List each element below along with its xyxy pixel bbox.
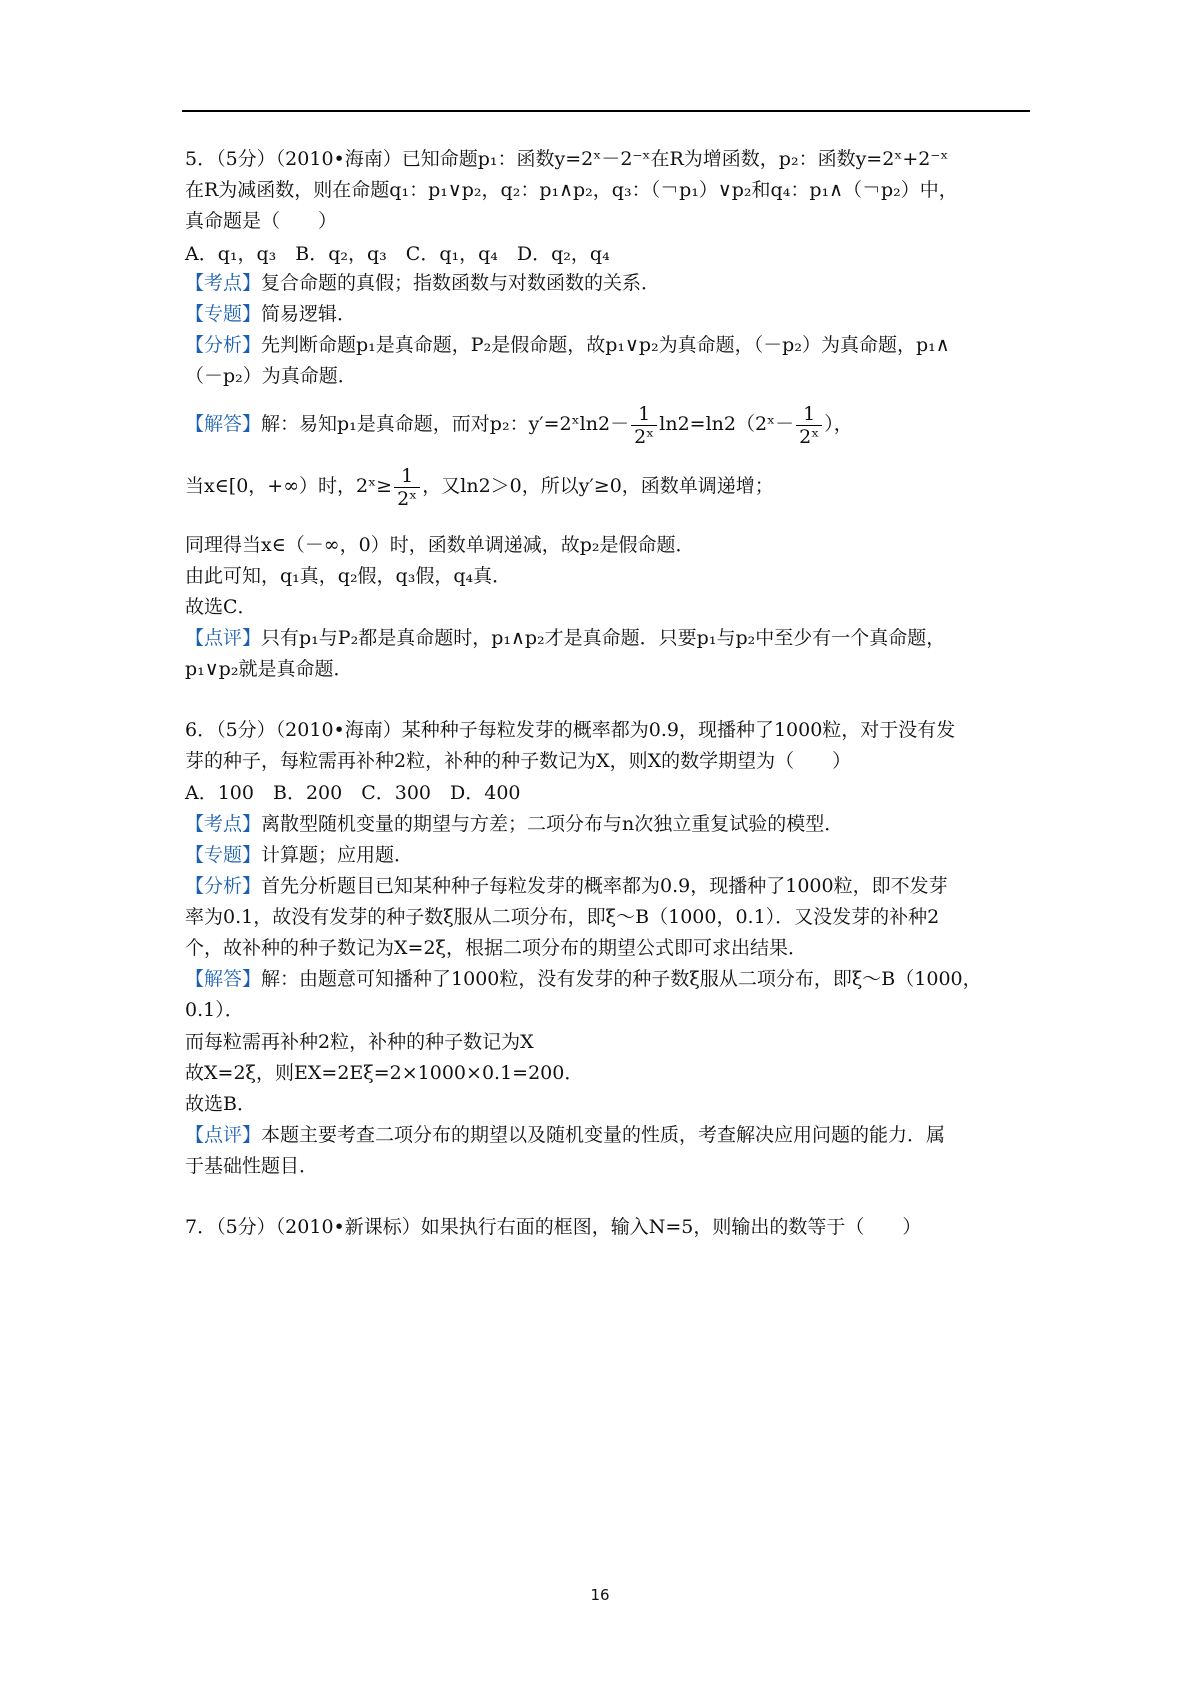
q6-stem-line-1: 6．（5分）（2010•海南）某种种子每粒发芽的概率都为0.9，现播种了1000粒，对于没有发 xyxy=(185,719,956,741)
fraction xyxy=(394,465,420,510)
q6-dianping-line-1 xyxy=(185,1122,1045,1148)
fraction-numerator: 1 xyxy=(394,465,420,488)
q5-jieda-line-5: 故选C． xyxy=(185,596,257,618)
fenxi-text: 先判断命题p₁是真命题，P₂是假命题，故p₁∨p₂为真命题，（－p₂）为真命题，p₁∧ xyxy=(261,334,950,356)
fraction-denominator: 2ˣ xyxy=(634,425,655,448)
fenxi-tag: 【分析】 xyxy=(185,875,262,897)
q6-jieda-line-4: 故X=2ξ，则EX=2Eξ=2×1000×0.1=200． xyxy=(185,1062,584,1084)
q5-fenxi-line-1 xyxy=(185,332,1045,358)
fraction-denominator: 2ˣ xyxy=(397,487,418,510)
kaodian-text: 离散型随机变量的期望与方差；二项分布与n次独立重复试验的模型． xyxy=(261,813,844,835)
page-number: 16 xyxy=(590,1586,610,1604)
q6-stem-line-2: 芽的种子，每粒需再补种2粒，补种的种子数记为X，则X的数学期望为（ ） xyxy=(185,750,852,772)
q5-options: A．q₁，q₃ B．q₂，q₃ C．q₁，q₄ D．q₂，q₄ xyxy=(185,243,610,265)
q5-stem-line-1: 5．（5分）（2010•海南）已知命题p₁：函数y=2ˣ－2⁻ˣ在R为增函数，p₂：函数y=2ˣ+2⁻ˣ xyxy=(185,148,949,170)
q5-stem-line-2: 在R为减函数，则在命题q₁：p₁∨p₂，q₂：p₁∧p₂，q₃：（￢p₁）∨p₂和q₄：p₁∧（￢p₂）中， xyxy=(185,179,958,201)
q6-jieda-line-2: 0.1）． xyxy=(185,999,244,1021)
zhuanti-tag: 【专题】 xyxy=(185,303,262,325)
q5-jieda-line-2 xyxy=(185,464,1045,510)
dianping-text: 只有p₁与P₂都是真命题时，p₁∧p₂才是真命题．只要p₁与p₂中至少有一个真命题， xyxy=(261,627,946,649)
fraction xyxy=(796,403,822,448)
kaodian-tag: 【考点】 xyxy=(185,272,262,294)
q6-jieda-line-5: 故选B． xyxy=(185,1093,256,1115)
q5-jieda-line-3: 同理得当x∈（－∞，0）时，函数单调递减，故p₂是假命题． xyxy=(185,534,695,556)
jieda-text: 解：由题意可知播种了1000粒，没有发芽的种子数ξ服从二项分布，即ξ～B（1000， xyxy=(261,968,982,990)
q6-zhuanti xyxy=(185,842,1045,868)
zhuanti-text: 简易逻辑． xyxy=(261,303,357,325)
q5-dianping-line-1 xyxy=(185,625,1045,651)
q6-fenxi-line-2: 率为0.1，故没有发芽的种子数ξ服从二项分布，即ξ～B（1000，0.1）．又没发芽的补种2 xyxy=(185,906,940,928)
q5-stem-line-3: 真命题是（ ） xyxy=(185,210,338,232)
q5-jieda-line-4: 由此可知，q₁真，q₂假，q₃假，q₄真． xyxy=(185,565,512,587)
q6-dianping-line-2: 于基础性题目． xyxy=(185,1155,319,1177)
fenxi-tag: 【分析】 xyxy=(185,334,262,356)
q6-jieda-line-3: 而每粒需再补种2粒，补种的种子数记为X xyxy=(185,1031,534,1053)
jieda-tag: 【解答】 xyxy=(185,968,262,990)
jieda-text-b: ln2=ln2（2ˣ－ xyxy=(659,413,795,435)
jieda-text-c: ）， xyxy=(824,413,853,435)
zhuanti-text: 计算题；应用题． xyxy=(261,844,414,866)
q6-fenxi-line-3: 个，故补种的种子数记为X=2ξ，根据二项分布的期望公式即可求出结果． xyxy=(185,937,808,959)
jieda-text-2a: 当x∈[0，+∞）时，2ˣ≥ xyxy=(185,475,393,497)
q7-stem-line-1: 7．（5分）（2010•新课标）如果执行右面的框图，输入N=5，则输出的数等于（ ） xyxy=(185,1216,922,1238)
dianping-text: 本题主要考查二项分布的期望以及随机变量的性质，考查解决应用问题的能力．属 xyxy=(261,1124,946,1146)
kaodian-text: 复合命题的真假；指数函数与对数函数的关系． xyxy=(261,272,661,294)
q5-jieda-line-1 xyxy=(185,402,1045,448)
fenxi-text: 首先分析题目已知某种种子每粒发芽的概率都为0.9，现播种了1000粒，即不发芽 xyxy=(261,875,948,897)
jieda-text-2b: ，又ln2＞0，所以y′≥0，函数单调递增； xyxy=(422,475,774,497)
q6-options: A．100 B．200 C．300 D．400 xyxy=(185,782,521,804)
fraction-denominator: 2ˣ xyxy=(799,425,820,448)
fraction-numerator: 1 xyxy=(796,403,822,426)
dianping-tag: 【点评】 xyxy=(185,1124,262,1146)
q5-zhuanti xyxy=(185,301,1045,327)
zhuanti-tag: 【专题】 xyxy=(185,844,262,866)
fraction-numerator: 1 xyxy=(631,403,657,426)
fraction xyxy=(631,403,657,448)
q6-kaodian xyxy=(185,811,1045,837)
dianping-tag: 【点评】 xyxy=(185,627,262,649)
q6-jieda-line-1 xyxy=(185,966,1045,992)
q5-dianping-line-2: p₁∨p₂就是真命题． xyxy=(185,658,353,680)
jieda-tag: 【解答】 xyxy=(185,413,262,435)
q5-fenxi-line-2: （－p₂）为真命题． xyxy=(185,365,357,387)
q6-fenxi-line-1 xyxy=(185,873,1045,899)
header-rule xyxy=(182,110,1030,112)
q5-kaodian xyxy=(185,270,1045,296)
kaodian-tag: 【考点】 xyxy=(185,813,262,835)
jieda-text-a: 解：易知p₁是真命题，而对p₂：y′=2ˣln2－ xyxy=(261,413,630,435)
